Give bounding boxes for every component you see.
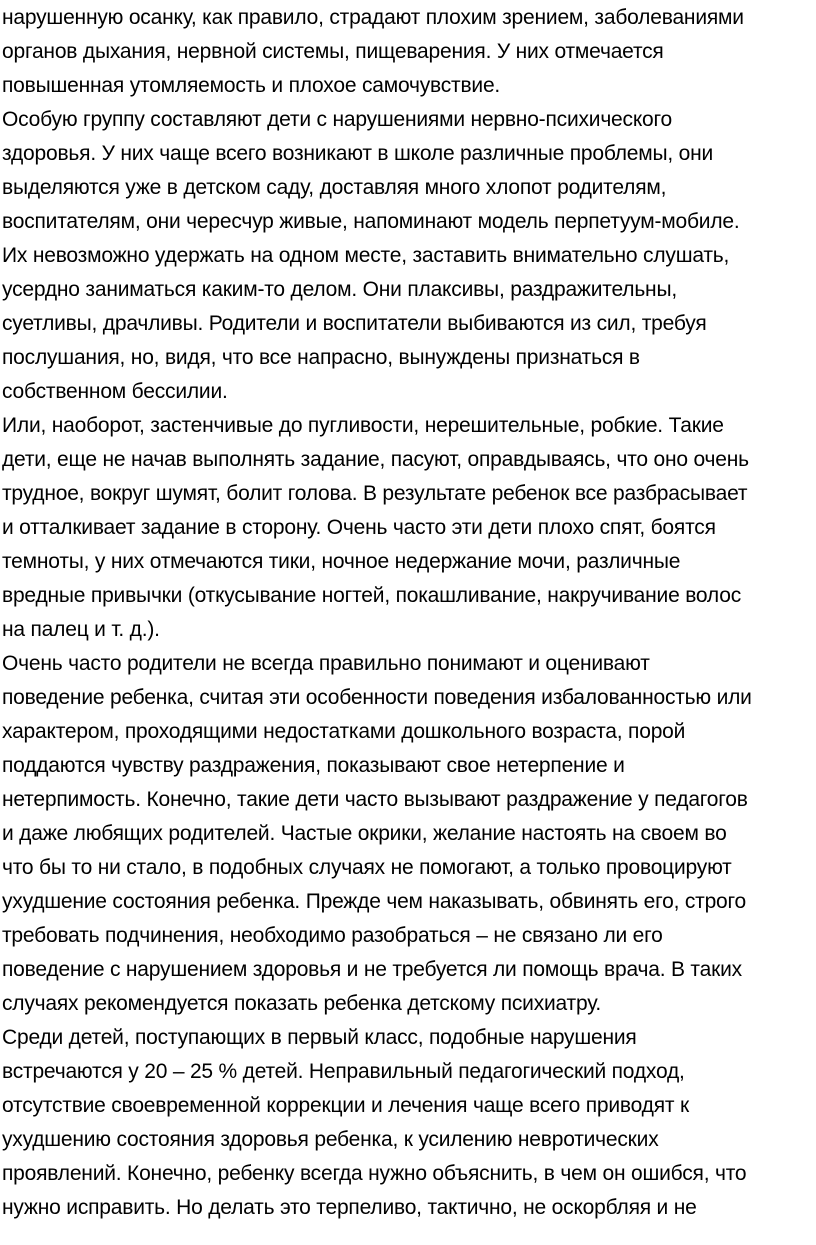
text-line: ухудшение состояния ребенка. Прежде чем наказывать, обвинять его, строго — [2, 890, 747, 913]
text-line: дети, еще не начав выполнять задание, пасуют, оправдываясь, что оно очень — [2, 448, 749, 471]
text-line: органов дыхания, нервной системы, пищеварения. У них отмечается — [2, 40, 664, 63]
text-line: нетерпимость. Конечно, такие дети часто вызывают раздражение у педагогов — [2, 788, 748, 811]
text-line: на палец и т. д.). — [2, 618, 160, 641]
text-line: повышенная утомляемость и плохое самочувствие. — [2, 74, 501, 97]
text-line: собственном бессилии. — [2, 380, 228, 403]
text-line: суетливы, драчливы. Родители и воспитатели выбиваются из сил, требуя — [2, 312, 707, 335]
text-line: требовать подчинения, необходимо разобраться – не связано ли его — [2, 924, 663, 947]
text-line: характером, проходящими недостатками дошкольного возраста, порой — [2, 720, 686, 743]
text-line: воспитателям, они чересчур живые, напоминают модель перпетуум-мобиле. — [2, 210, 740, 233]
text-line: усердно заниматься каким-то делом. Они плаксивы, раздражительны, — [2, 278, 677, 301]
text-line: Или, наоборот, застенчивые до пугливости, нерешительные, робкие. Такие — [2, 414, 724, 437]
text-line: случаях рекомендуется показать ребенка детскому психиатру. — [2, 992, 602, 1015]
text-line: Их невозможно удержать на одном месте, заставить внимательно слушать, — [2, 244, 730, 267]
text-line: Особую группу составляют дети с нарушениями нервно-психического — [2, 108, 673, 131]
text-line: что бы то ни стало, в подобных случаях не помогают, а только провоцируют — [2, 856, 732, 879]
text-line: темноты, у них отмечаются тики, ночное недержание мочи, различные — [2, 550, 681, 573]
text-line: встречаются у 20 – 25 % детей. Неправильный педагогический подход, — [2, 1060, 685, 1083]
text-line: послушания, но, видя, что все напрасно, вынуждены признаться в — [2, 346, 640, 369]
text-line: и отталкивает задание в сторону. Очень часто эти дети плохо спят, боятся — [2, 516, 716, 539]
text-line: вредные привычки (откусывание ногтей, покашливание, накручивание волос — [2, 584, 741, 607]
text-line: трудное, вокруг шумят, болит голова. В результате ребенок все разбрасывает — [2, 482, 748, 505]
text-line: здоровья. У них чаще всего возникают в школе различные проблемы, они — [2, 142, 714, 165]
text-line: поведение ребенка, считая эти особенности поведения избалованностью или — [2, 686, 752, 709]
text-line: поддаются чувству раздражения, показывают свое нетерпение и — [2, 754, 625, 777]
text-line: выделяются уже в детском саду, доставляя много хлопот родителям, — [2, 176, 667, 199]
text-line: Среди детей, поступающих в первый класс, подобные нарушения — [2, 1026, 637, 1049]
text-line: поведение с нарушением здоровья и не требуется ли помощь врача. В таких — [2, 958, 742, 981]
text-line: проявлений. Конечно, ребенку всегда нужно объяснить, в чем он ошибся, что — [2, 1162, 747, 1185]
text-line: нарушенную осанку, как правило, страдают плохим зрением, заболеваниями — [2, 6, 744, 29]
text-line: Очень часто родители не всегда правильно понимают и оценивают — [2, 652, 650, 675]
text-line: ухудшению состояния здоровья ребенка, к усилению невротических — [2, 1128, 659, 1151]
text-line: отсутствие своевременной коррекции и лечения чаще всего приводят к — [2, 1094, 689, 1117]
text-line: и даже любящих родителей. Частые окрики, желание настоять на своем во — [2, 822, 727, 845]
text-line: нужно исправить. Но делать это терпеливо, тактично, не оскорбляя и не — [2, 1196, 697, 1219]
